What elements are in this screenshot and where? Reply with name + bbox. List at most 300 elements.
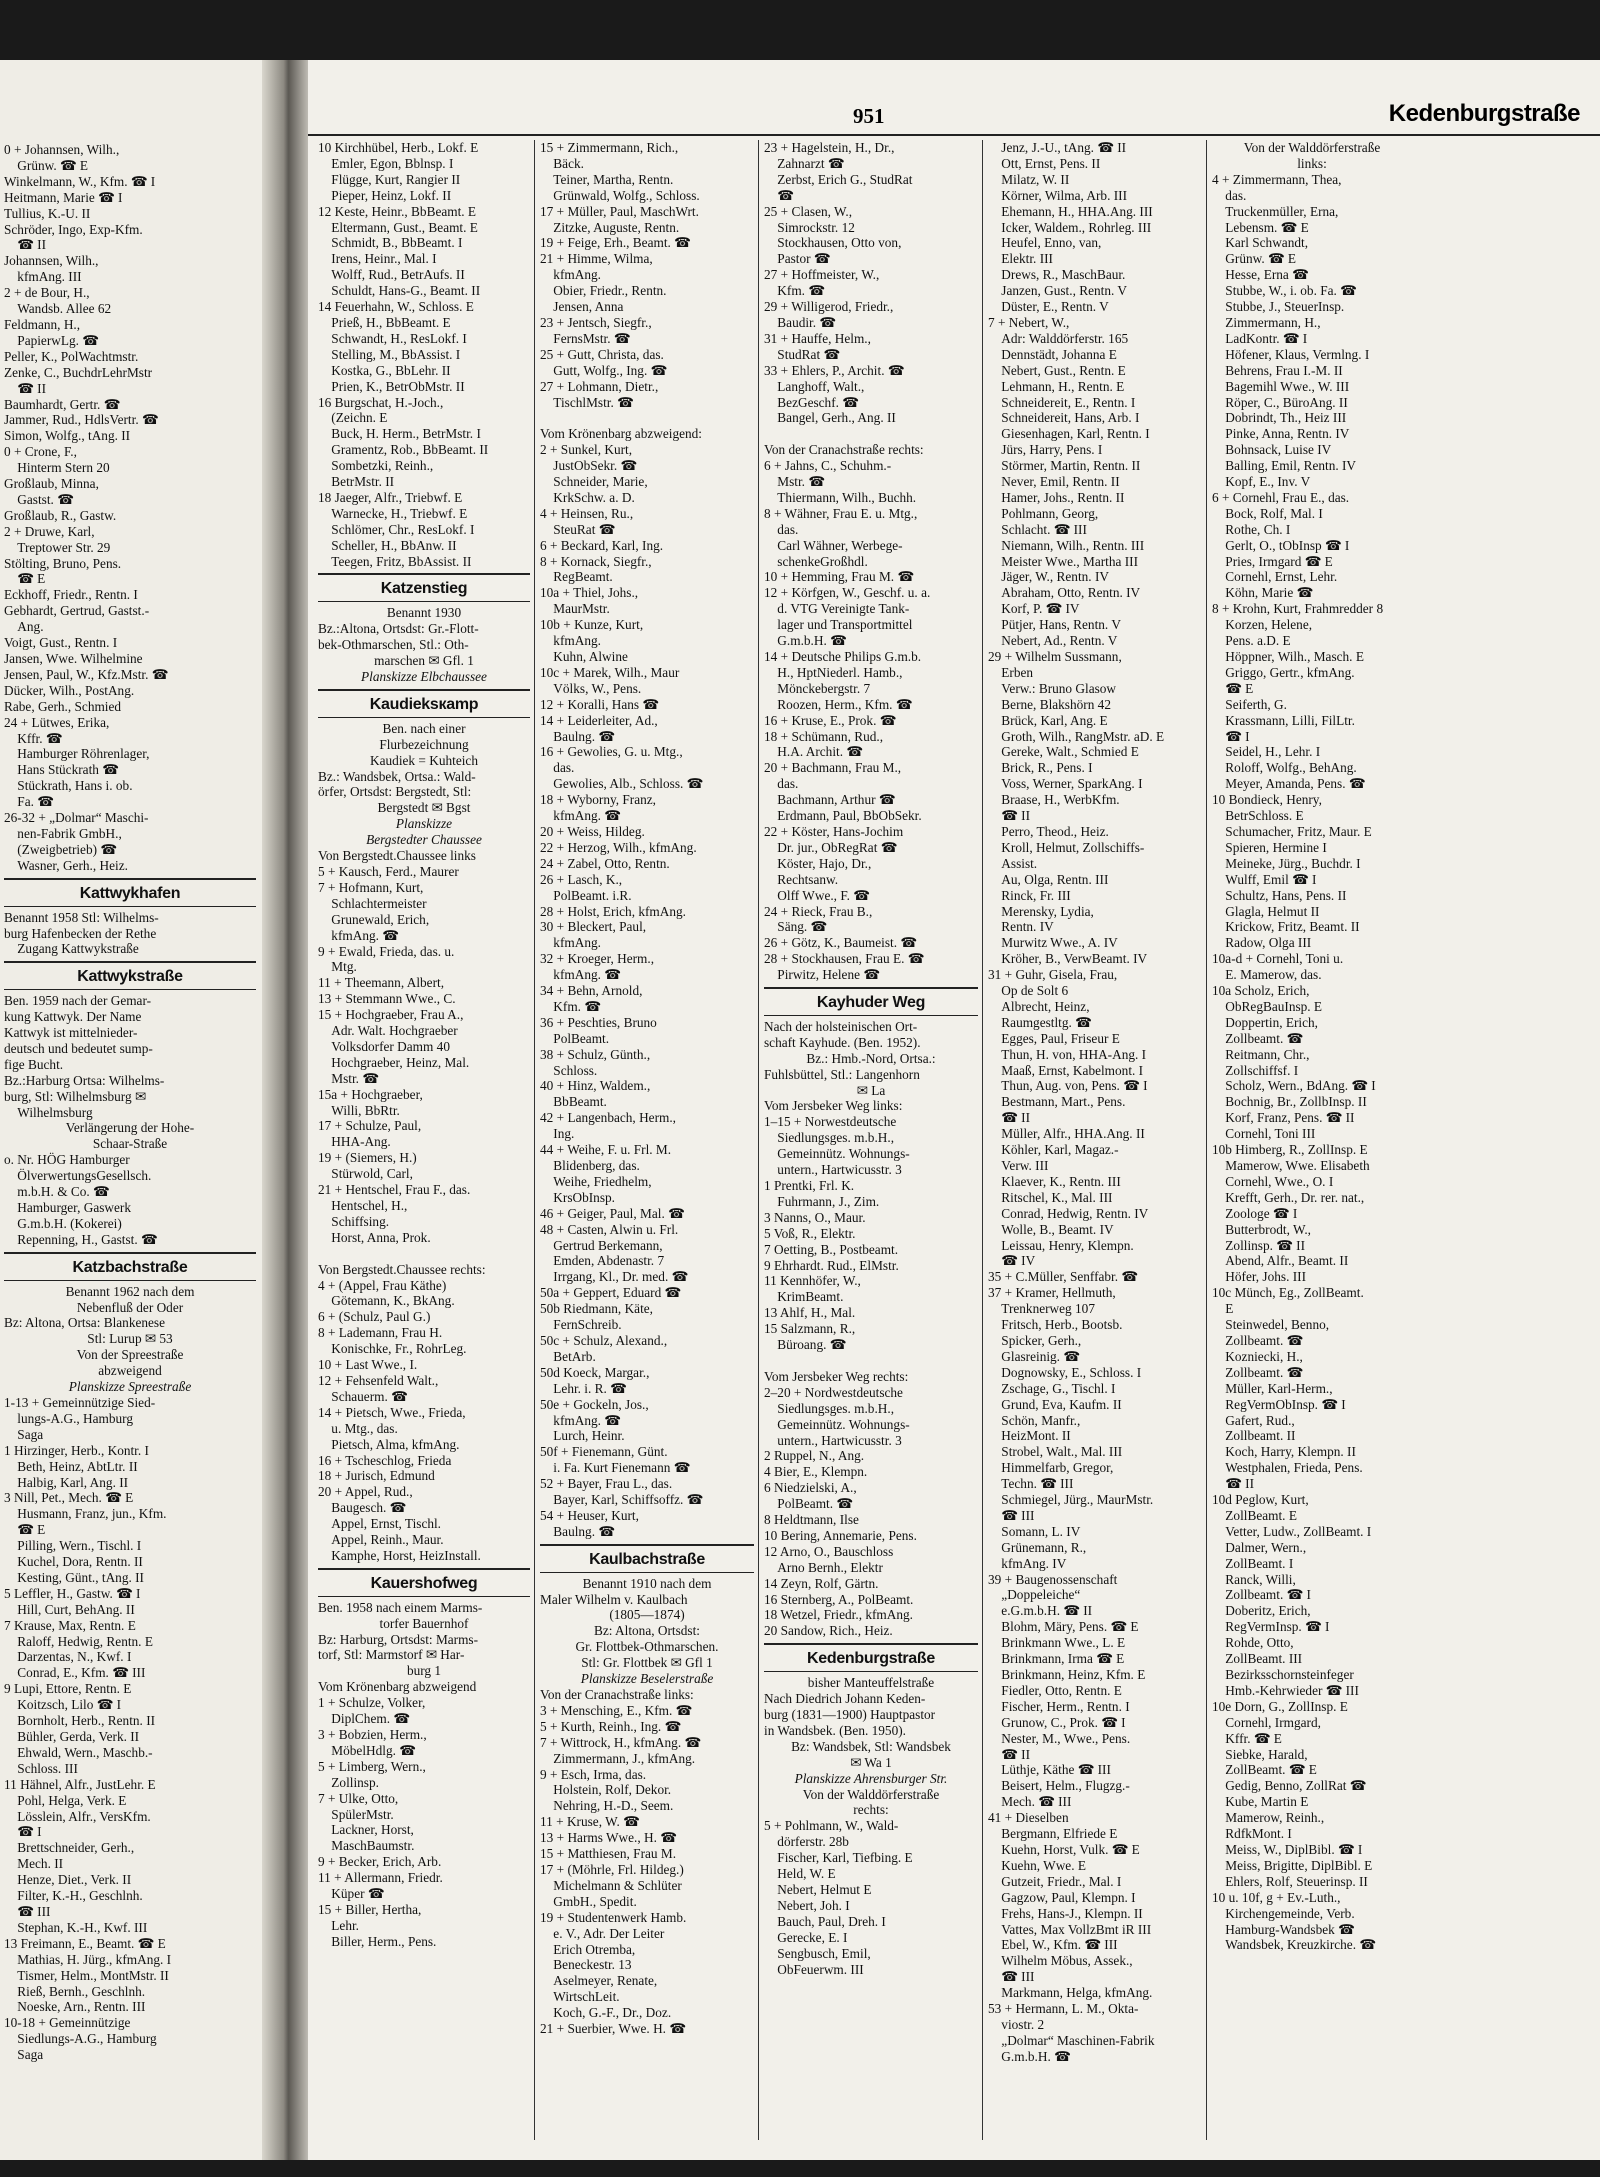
directory-entry: 1-13 + Gemeinnützige Sied- (4, 1394, 156, 1410)
directory-entry: 10 Bondieck, Henry, (1212, 792, 1322, 808)
directory-entry: 18 + Jurisch, Edmund (318, 1468, 435, 1484)
directory-entry: Peller, K., PolWachtmstr. (4, 348, 139, 364)
directory-entry: Braase, H., WerbKfm. (988, 792, 1120, 808)
directory-entry: Johannsen, Wilh., (4, 253, 99, 269)
directory-entry: Simon, Wolfg., tAng. II (4, 428, 131, 444)
directory-entry: Jammer, Rud., HdlsVertr. ☎ (4, 412, 159, 428)
directory-entry: Düster, E., Rentn. V (988, 299, 1109, 315)
directory-entry: 7 + Ulke, Otto, (318, 1790, 399, 1806)
directory-entry: Ing. (540, 1126, 575, 1142)
directory-entry: Fa. ☎ (4, 794, 54, 810)
column-rule (534, 140, 535, 2140)
directory-entry: Op de Solt 6 (988, 983, 1069, 999)
directory-entry: Nebert, Ad., Rentn. V (988, 633, 1118, 649)
directory-entry: 5 + Kurth, Reinh., Ing. ☎ (540, 1718, 682, 1734)
directory-entry: 2 + Druwe, Karl, (4, 523, 95, 539)
directory-entry: Gebhardt, Gertrud, Gastst.- (4, 603, 150, 619)
directory-entry: 42 + Langenbach, Herm., (540, 1110, 676, 1126)
map-reference: Planskizze Ahrensburger Str. (794, 1770, 948, 1786)
directory-entry: E (1212, 1301, 1234, 1317)
directory-entry: Kffr. ☎ (4, 730, 63, 746)
directory-entry: Dücker, Wilh., PostAng. (4, 682, 135, 698)
directory-entry: 1–15 + Norwestdeutsche (764, 1114, 897, 1130)
directory-entry: burg, Stl: Wilhelmsburg ✉ (4, 1088, 147, 1104)
directory-entry: Grünw. ☎ E (1212, 251, 1297, 267)
directory-entry: Spicker, Gerh., (988, 1332, 1082, 1348)
directory-entry: Lehmann, H., Rentn. E (988, 378, 1125, 394)
directory-entry: Baulng. ☎ (540, 1523, 615, 1539)
directory-entry: Von der Cranachstraße rechts: (764, 442, 924, 458)
directory-entry: 19 + (Siemers, H.) (318, 1150, 417, 1166)
directory-entry: 24 + Lütwes, Erika, (4, 714, 110, 730)
directory-entry: Griggo, Gertr., kfmAng. (1212, 664, 1355, 680)
directory-entry: Fiedler, Otto, Rentn. E (988, 1682, 1122, 1698)
column-5 (1212, 140, 1412, 2150)
directory-entry: 23 + Jentsch, Siegfr., (540, 314, 652, 330)
directory-entry: 3 Nanns, O., Maur. (764, 1209, 866, 1225)
directory-entry: 44 + Weihe, F. u. Frl. M. (540, 1142, 672, 1158)
directory-entry: Seiferth, G. (1212, 696, 1287, 712)
directory-entry: 4 + Zimmermann, Thea, (1212, 171, 1342, 187)
directory-entry: Beneckestr. 13 (540, 1957, 632, 1973)
directory-entry: Westphalen, Frieda, Pens. (1212, 1460, 1363, 1476)
directory-entry: Zerbst, Erich G., StudRat (764, 171, 913, 187)
directory-entry: Techn. ☎ III (988, 1476, 1074, 1492)
directory-entry: Grünwald, Wolfg., Schloss. (540, 187, 700, 203)
directory-entry: Icker, Waldem., Rohrleg. III (988, 219, 1152, 235)
directory-entry: Schlachtermeister (318, 895, 427, 911)
directory-entry: Held, W. E (764, 1866, 836, 1882)
directory-entry: Assist. (988, 855, 1038, 871)
directory-entry: 5 + Pohlmann, W., Wald- (764, 1818, 899, 1834)
directory-entry: Kamphe, Horst, HeizInstall. (318, 1547, 481, 1563)
directory-entry: Von Bergstedt.Chaussee links (318, 848, 476, 864)
directory-entry: Buck, H. Herm., BetrMstr. I (318, 426, 481, 442)
directory-entry: „Doppeleiche“ (988, 1587, 1081, 1603)
directory-entry: Zollinsp. ☎ II (1212, 1237, 1306, 1253)
directory-entry: Appel, Ernst, Tischl. (318, 1516, 442, 1532)
directory-entry: Brinkmann Wwe., L. E (988, 1635, 1126, 1651)
directory-entry: Zugang Kattwykstraße (4, 941, 139, 957)
directory-entry: Brück, Karl, Ang. E (988, 712, 1108, 728)
directory-entry: 17 + Müller, Paul, MaschWrt. (540, 203, 699, 219)
directory-entry: Volksdorfer Damm 40 (318, 1038, 450, 1054)
directory-entry: RdfkMont. I (1212, 1826, 1292, 1842)
directory-entry: 12 + Koralli, Hans ☎ (540, 696, 659, 712)
directory-entry: Biller, Herm., Pens. (318, 1933, 437, 1949)
street-note: Von der Walddörferstraße (802, 1786, 940, 1802)
directory-entry: 39 + Baugenossenschaft (988, 1571, 1118, 1587)
map-reference: Planskizze Beselerstraße (580, 1671, 714, 1687)
directory-entry: 9 + Esch, Irma, das. (540, 1766, 647, 1782)
directory-entry: Thun, H. von, HHA-Ang. I (988, 1046, 1147, 1062)
directory-entry: 4 + Heinsen, Ru., (540, 505, 634, 521)
directory-entry: Truckenmüller, Erna, (1212, 203, 1339, 219)
directory-entry: Radow, Olga III (1212, 935, 1312, 951)
directory-entry: Prieß, H., BbBeamt. E (318, 314, 451, 330)
street-note: Benannt 1962 nach dem (65, 1283, 195, 1299)
directory-entry: Tismer, Helm., MontMstr. II (4, 1967, 169, 1983)
directory-entry: Wilhelmsburg (4, 1104, 93, 1120)
directory-entry: Köhn, Marie ☎ (1212, 585, 1314, 601)
directory-entry: Götemann, K., BkAng. (318, 1293, 455, 1309)
directory-entry: MaurMstr. (540, 601, 610, 617)
directory-entry: Irens, Heinr., Mal. I (318, 251, 437, 267)
directory-entry: 1 + Schulze, Volker, (318, 1695, 426, 1711)
directory-entry: ☎ E (4, 1522, 46, 1538)
directory-entry: ☎ I (4, 1824, 42, 1840)
directory-entry: Stockhausen, Otto von, (764, 235, 902, 251)
street-note: rechts: (853, 1802, 889, 1818)
directory-entry: Drews, R., MaschBaur. (988, 267, 1126, 283)
directory-entry: Pohl, Helga, Verk. E (4, 1792, 127, 1808)
directory-entry: RegBeamt. (540, 569, 613, 585)
directory-entry: 10 + Hemming, Frau M. ☎ (764, 569, 915, 585)
directory-entry: 4 Bier, E., Klempn. (764, 1464, 868, 1480)
directory-entry: Spieren, Hermine I (1212, 839, 1327, 855)
directory-entry: 50b Riedmann, Käte, (540, 1301, 653, 1317)
directory-entry: 9 Ehrhardt. Rud., ElMstr. (764, 1257, 899, 1273)
directory-entry: Verw.: Bruno Glasow (988, 680, 1117, 696)
directory-entry: Büroang. ☎ (764, 1337, 847, 1353)
directory-entry: Pieper, Heinz, Lokf. II (318, 187, 452, 203)
directory-entry: Raumgestltg. ☎ (988, 1014, 1092, 1030)
directory-entry: Kirchengemeinde, Verb. (1212, 1905, 1355, 1921)
directory-entry: Zenke, C., BuchdrLehrMstr (4, 364, 153, 380)
directory-entry: untern., Hartwicusstr. 3 (764, 1432, 902, 1448)
directory-entry: 15 + Hochgraeber, Frau A., (318, 1007, 464, 1023)
directory-entry (540, 410, 754, 426)
directory-entry: 2 + Sunkel, Kurt, (540, 442, 633, 458)
directory-entry: Ritschel, K., Mal. III (988, 1189, 1113, 1205)
street-note: (1805—1874) (609, 1607, 685, 1623)
directory-entry: Bachmann, Arthur ☎ (764, 792, 896, 808)
directory-entry: 50c + Schulz, Alexand., (540, 1332, 668, 1348)
directory-entry: Von Bergstedt.Chaussee rechts: (318, 1261, 486, 1277)
street-note: Nebenfluß der Oder (76, 1299, 184, 1315)
directory-entry: Konischke, Fr., RohrLeg. (318, 1341, 467, 1357)
directory-entry: 8 Heldtmann, Ilse (764, 1512, 859, 1528)
directory-entry: (Zweigbetrieb) ☎ (4, 841, 117, 857)
map-reference: Planskizze Spreestraße (68, 1379, 192, 1395)
directory-entry: Kopf, E., Inv. V (1212, 474, 1311, 490)
directory-entry: Milatz, W. II (988, 171, 1070, 187)
directory-entry: das. (1212, 187, 1247, 203)
directory-entry: 3 + Mensching, E., Kfm. ☎ (540, 1702, 693, 1718)
directory-entry: 14 + Pietsch, Wwe., Frieda, (318, 1404, 466, 1420)
directory-entry: Von der Cranachstraße links: (540, 1687, 694, 1702)
directory-entry: 31 + Hauffe, Helm., (764, 330, 871, 346)
directory-entry: BetArb. (540, 1348, 596, 1364)
directory-entry: Kffr. ☎ E (1212, 1730, 1282, 1746)
directory-entry: 0 + Crone, F., (4, 444, 77, 460)
directory-entry: Roozen, Herm., Kfm. ☎ (764, 696, 913, 712)
street-note: Gr. Flottbek-Othmarschen. (575, 1639, 719, 1655)
directory-entry: Ott, Ernst, Pens. II (988, 155, 1101, 171)
directory-entry: Großlaub, R., Gastw. (4, 507, 117, 523)
directory-entry: Küper ☎ (318, 1886, 385, 1902)
directory-entry: Meyer, Amanda, Pens. ☎ (1212, 776, 1366, 792)
directory-entry: Wandsbek, Kreuzkirche. ☎ (1212, 1937, 1376, 1953)
directory-entry: ☎ III (4, 1903, 51, 1919)
directory-entry: Koch, G.-F., Dr., Doz. (540, 2005, 672, 2021)
directory-entry: SpülerMstr. (318, 1806, 394, 1822)
directory-entry: Halbig, Karl, Ang. II (4, 1474, 129, 1490)
directory-entry: 22 + Köster, Hans-Jochim (764, 823, 904, 839)
directory-entry: Winkelmann, W., Kfm. ☎ I (4, 173, 156, 189)
street-note: Bz: Wandsbek, Stl: Wandsbek (791, 1738, 951, 1754)
directory-entry: Großlaub, Minna, (4, 476, 99, 492)
directory-entry: Henze, Diet., Verk. II (4, 1872, 132, 1888)
directory-entry: Pirwitz, Helene ☎ (764, 967, 880, 983)
directory-entry: 6 + Cornehl, Frau E., das. (1212, 489, 1350, 505)
directory-entry: Rinck, Fr. III (988, 887, 1071, 903)
directory-entry: Nehring, H.-D., Seem. (540, 1798, 674, 1814)
directory-entry: 38 + Schulz, Günth., (540, 1046, 651, 1062)
directory-entry: 15a + Hochgraeber, (318, 1086, 423, 1102)
directory-entry: kfmAng. (540, 935, 601, 951)
directory-entry: Fischer, Karl, Tiefbing. E (764, 1850, 913, 1866)
directory-entry: Sombetzki, Reinh., (318, 458, 434, 474)
directory-entry: MaschBaumstr. (318, 1838, 415, 1854)
directory-entry: 54 + Heuser, Kurt, (540, 1507, 639, 1523)
directory-entry: Kröher, B., VerwBeamt. IV (988, 951, 1148, 967)
directory-entry: Jürs, Harry, Pens. I (988, 442, 1103, 458)
street-note: marschen ✉ Gfl. 1 (374, 653, 474, 669)
street-heading: Kattwykstraße (4, 961, 256, 990)
directory-entry: 18 + Wyborny, Franz, (540, 792, 657, 808)
street-note: torfer Bauernhof (379, 1615, 469, 1631)
directory-entry: bek-Othmarschen, Stl.: Oth- (318, 637, 469, 653)
directory-entry: Korf, P. ☎ IV (988, 601, 1080, 617)
directory-entry: Au, Olga, Rentn. III (988, 871, 1109, 887)
directory-entry: 10a Scholz, Erich, (1212, 983, 1310, 999)
directory-entry: untern., Hartwicusstr. 3 (764, 1162, 902, 1178)
directory-entry: TischlMstr. ☎ (540, 394, 634, 410)
directory-entry: ZollBeamt. E (1212, 1507, 1297, 1523)
directory-entry: 7 + Hofmann, Kurt, (318, 879, 424, 895)
directory-entry: Olff Wwe., F. ☎ (764, 887, 870, 903)
directory-entry: m.b.H. & Co. ☎ (4, 1184, 110, 1200)
directory-entry: Nach Diedrich Johann Keden- (764, 1691, 926, 1707)
directory-entry: Pütjer, Hans, Rentn. V (988, 617, 1121, 633)
directory-entry: Baudir. ☎ (764, 314, 836, 330)
directory-entry: Verw. III (988, 1158, 1049, 1173)
directory-entry: Bz: Altona, Ortsa: Blankenese (4, 1315, 166, 1331)
directory-entry: Baumhardt, Gertr. ☎ (4, 396, 121, 412)
directory-entry: Rieß, Bernh., Geschlnh. (4, 1983, 146, 1999)
street-note: Bergstedt ✉ Bgst (377, 800, 471, 816)
directory-entry: dörferstr. 28b (764, 1834, 849, 1850)
directory-entry: Saga (4, 1426, 44, 1442)
directory-entry: Brettschneider, Gerh., (4, 1840, 135, 1856)
directory-entry: Balling, Emil, Rentn. IV (1212, 458, 1357, 474)
directory-entry: Doppertin, Erich, (1212, 1014, 1318, 1030)
directory-entry: Elektr. III (988, 251, 1053, 267)
directory-entry: Cornehl, Ernst, Lehr. (1212, 569, 1338, 585)
directory-entry: 21 + Himme, Wilma, (540, 251, 653, 267)
directory-entry: SteuRat ☎ (540, 521, 616, 537)
directory-entry: 23 + Hagelstein, H., Dr., (764, 140, 895, 155)
directory-entry: Lackner, Horst, (318, 1822, 414, 1838)
directory-entry: Gertrud Berkemann, (540, 1237, 663, 1253)
directory-entry: 4 + (Appel, Frau Käthe) (318, 1277, 447, 1293)
directory-entry: Dr. jur., ObRegRat ☎ (764, 839, 898, 855)
directory-entry: viostr. 2 (988, 2016, 1045, 2032)
directory-entry: Krassmann, Lilli, FilLtr. (1212, 712, 1355, 728)
header-rule (308, 134, 1600, 136)
street-heading: Kayhuder Weg (764, 987, 978, 1016)
directory-entry: Hamburg-Wandsbek ☎ (1212, 1921, 1355, 1937)
directory-entry: Siedlungsges. m.b.H., (764, 1400, 895, 1416)
directory-entry: Mstr. ☎ (318, 1070, 379, 1086)
directory-entry: 24 + Rieck, Frau B., (764, 903, 873, 919)
directory-entry: 11 + Theemann, Albert, (318, 975, 445, 991)
street-note: abzweigend (98, 1363, 162, 1379)
street-note: Stl: Lurup ✉ 53 (87, 1331, 173, 1347)
directory-entry: 10 Kirchhübel, Herb., Lokf. E (318, 140, 479, 155)
directory-entry: Müller, Alfr., HHA.Ang. II (988, 1126, 1145, 1142)
directory-entry: Reitmann, Chr., (1212, 1046, 1310, 1062)
directory-entry: Filter, K.-H., Geschlnh. (4, 1888, 143, 1904)
directory-entry: Dobrindt, Th., Heiz III (1212, 410, 1347, 426)
directory-entry: 6 + Beckard, Karl, Ing. (540, 537, 664, 553)
directory-entry: Höppner, Wilh., Masch. E (1212, 649, 1364, 664)
directory-entry: Behrens, Frau I.-M. II (1212, 362, 1343, 378)
directory-entry: Gedig, Benno, ZollRat ☎ (1212, 1778, 1367, 1794)
directory-entry: Somann, L. IV (988, 1523, 1081, 1539)
directory-entry: Körner, Wilma, Arb. III (988, 187, 1128, 203)
directory-entry: u. Mtg., das. (318, 1420, 398, 1436)
directory-entry: ☎ II (988, 1110, 1031, 1126)
directory-entry: Gagzow, Paul, Klempn. I (988, 1889, 1136, 1905)
directory-entry: Giesenhagen, Karl, Rentn. I (988, 426, 1150, 442)
directory-entry: Rentn. IV (988, 919, 1054, 935)
directory-entry: Rabe, Gerh., Schmied (4, 698, 122, 714)
directory-entry: Mtg. (318, 959, 357, 975)
directory-entry: Höfer, Johs. III (1212, 1269, 1306, 1285)
directory-entry: Adr: Walddörferstr. 165 (988, 330, 1129, 346)
directory-entry: Zollbeamt. ☎ (1212, 1332, 1304, 1348)
directory-entry: Kuchel, Dora, Rentn. II (4, 1554, 143, 1570)
directory-entry: Brinkmann, Irma ☎ E (988, 1651, 1125, 1667)
directory-entry: 11 Hähnel, Alfr., JustLehr. E (4, 1776, 156, 1792)
directory-entry: 2 Ruppel, N., Ang. (764, 1448, 865, 1464)
map-reference: Planskizze (395, 816, 453, 832)
directory-entry: ☎ E (4, 571, 46, 587)
directory-entry: 15 + Zimmermann, Rich., (540, 140, 679, 155)
directory-entry: Eckhoff, Friedr., Rentn. I (4, 587, 138, 603)
directory-entry: Schiffsing. (318, 1213, 390, 1229)
directory-entry: Nach der holsteinischen Ort- (764, 1018, 918, 1034)
column-3 (764, 140, 978, 2150)
directory-entry: Trenknerweg 107 (988, 1301, 1095, 1317)
directory-entry: Klaever, K., Rentn. III (988, 1173, 1121, 1189)
directory-entry: 13 + Stemmann Wwe., C. (318, 991, 456, 1007)
directory-entry: Lehr. i. R. ☎ (540, 1380, 627, 1396)
directory-entry: Schwandt, H., ResLokf. I (318, 330, 467, 346)
directory-entry: 28 + Stockhausen, Frau E. ☎ (764, 951, 925, 967)
directory-entry: Benannt 1958 Stl: Wilhelms- (4, 909, 159, 925)
directory-entry: 7 Krause, Max, Rentn. E (4, 1617, 136, 1633)
street-note: links: (1297, 155, 1327, 171)
directory-entry: Bühler, Gerda, Verk. II (4, 1729, 140, 1744)
directory-entry: 14 Feuerhahn, W., Schloss. E (318, 299, 474, 315)
directory-entry: Nebert, Gust., Rentn. E (988, 362, 1126, 378)
directory-entry: Maler Wilhelm v. Kaulbach (540, 1591, 688, 1607)
directory-entry: Schneidereit, E., Rentn. I (988, 394, 1136, 410)
directory-entry: Stubbe, J., SteuerInsp. (1212, 299, 1345, 315)
directory-entry: Jansen, Wwe. Wilhelmine (4, 651, 143, 666)
directory-entry: 5 Leffler, H., Gastw. ☎ I (4, 1585, 141, 1601)
directory-entry: Gemeinnütz. Wohnungs- (764, 1416, 910, 1432)
street-note: ✉ Wa 1 (850, 1754, 892, 1770)
directory-entry: Willi, BbRtr. (318, 1102, 400, 1118)
directory-entry: Ang. (4, 619, 44, 635)
directory-entry: Frehs, Hans-J., Klempn. II (988, 1905, 1143, 1921)
directory-entry: Schmidt, B., BbBeamt. I (318, 235, 463, 251)
directory-entry: Saga (4, 2047, 44, 2063)
directory-entry: 50f + Fienemann, Günt. (540, 1444, 668, 1460)
directory-entry: Wasner, Gerh., Heiz. (4, 857, 128, 873)
directory-entry: Scheller, H., BbAnw. II (318, 537, 457, 553)
directory-entry: kfmAng. (540, 633, 601, 649)
directory-entry: Vom Krönenbarg abzweigend: (540, 426, 702, 442)
column-4 (988, 140, 1202, 2150)
directory-entry: Bock, Rolf, Mal. I (1212, 505, 1323, 521)
directory-entry: Himmelfarb, Gregor, (988, 1460, 1114, 1476)
directory-entry: Abend, Alfr., Beamt. II (1212, 1253, 1349, 1269)
directory-entry: 10e Dorn, G., ZollInsp. E (1212, 1698, 1348, 1714)
directory-entry: 32 + Kroeger, Herm., (540, 951, 655, 967)
directory-entry: Stölting, Bruno, Pens. (4, 555, 122, 571)
directory-entry: 37 + Kramer, Hellmuth, (988, 1285, 1116, 1301)
directory-entry: lager und Transportmittel (764, 617, 913, 633)
directory-entry: Wandsb. Allee 62 (4, 301, 112, 317)
directory-entry: Dalmer, Wern., (1212, 1539, 1307, 1555)
directory-entry (764, 426, 978, 442)
directory-entry: e. V., Adr. Der Leiter (540, 1925, 665, 1941)
directory-entry: Doberitz, Erich, (1212, 1603, 1311, 1619)
directory-entry: Vom Krönenbarg abzweigend (318, 1679, 477, 1695)
street-note: Verlängerung der Hohe- (65, 1120, 195, 1136)
directory-entry: 12 + Fehsenfeld Walt., (318, 1372, 439, 1388)
directory-entry: 10b + Kunze, Kurt, (540, 617, 644, 633)
directory-entry: kfmAng. ☎ (540, 1412, 621, 1428)
directory-entry: Grund, Eva, Kaufm. II (988, 1396, 1122, 1412)
directory-entry: 18 Jaeger, Alfr., Triebwf. E (318, 489, 463, 505)
directory-entry: Kostka, G., BbLehr. II (318, 362, 451, 378)
directory-entry: 25 + Clasen, W., (764, 203, 853, 219)
directory-entry: Pries, Irmgard ☎ E (1212, 553, 1333, 569)
directory-entry: Emler, Egon, Bblnsp. I (318, 155, 454, 171)
directory-entry: Hmb.-Kehrwieder ☎ III (1212, 1682, 1359, 1698)
directory-entry: Pinke, Anna, Rentn. IV (1212, 426, 1350, 442)
directory-entry: Murwitz Wwe., A. IV (988, 935, 1118, 951)
directory-entry: Holstein, Rolf, Dekor. (540, 1782, 672, 1798)
directory-entry: 10c + Marek, Wilh., Maur (540, 664, 680, 680)
directory-entry: 17 + Schulze, Paul, (318, 1118, 422, 1134)
directory-entry: 5 + Kausch, Ferd., Maurer (318, 863, 459, 879)
directory-entry: Teegen, Fritz, BbAssist. II (318, 553, 472, 569)
directory-entry: Müller, Karl-Herm., (1212, 1380, 1333, 1396)
directory-entry: 46 + Geiger, Paul, Mal. ☎ (540, 1205, 685, 1221)
directory-entry: Feldmann, H., (4, 316, 81, 332)
directory-entry: Husmann, Franz, jun., Kfm. (4, 1506, 167, 1522)
directory-entry: 10 Bering, Annemarie, Pens. (764, 1527, 917, 1543)
directory-entry: ☎ II (4, 380, 47, 396)
directory-entry: 11 + Kruse, W. ☎ (540, 1814, 640, 1830)
